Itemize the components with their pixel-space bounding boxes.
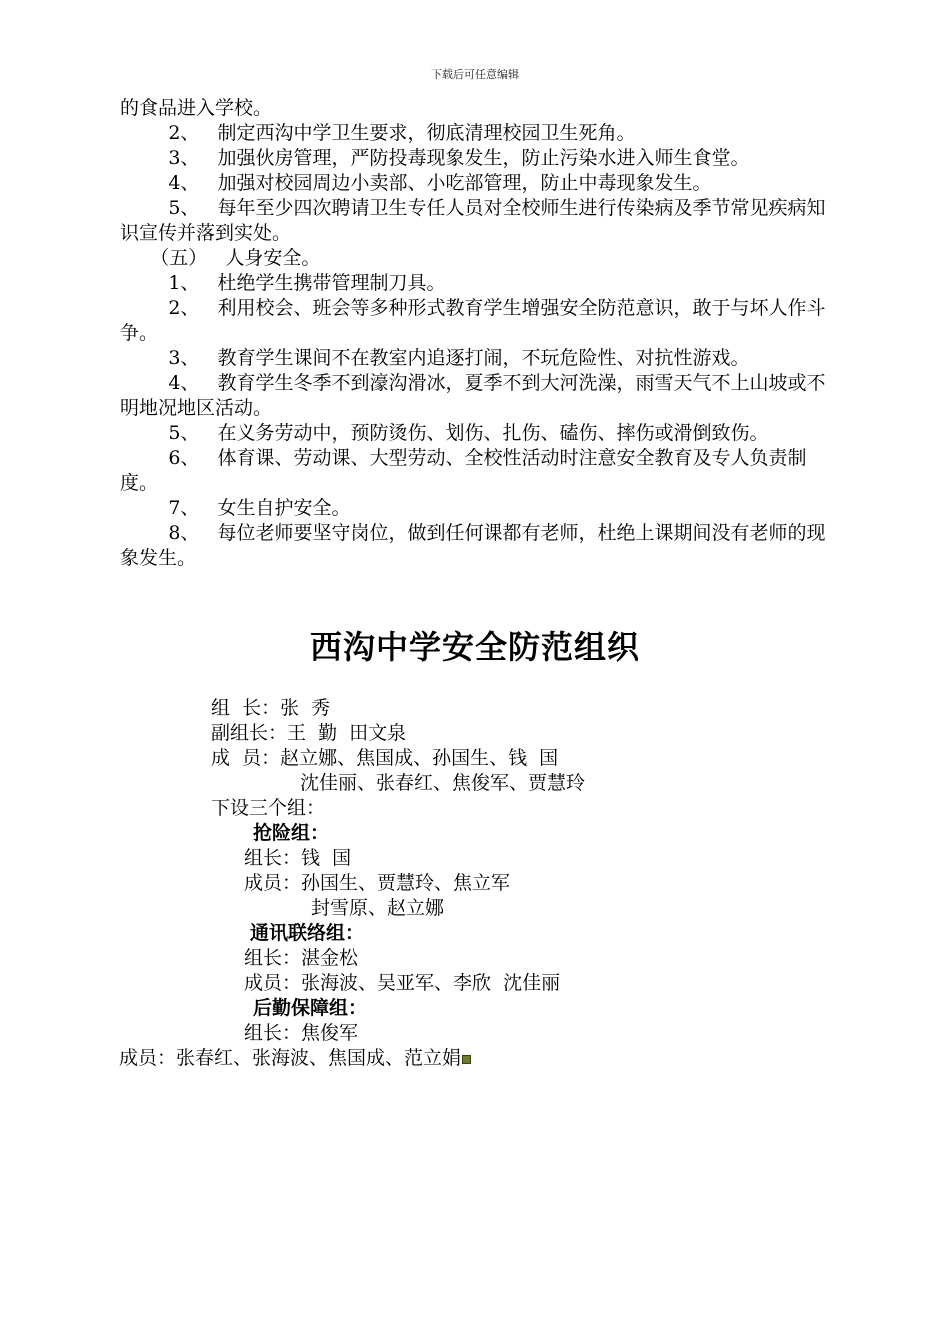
paragraph: 2、 利用校会、班会等多种形式教育学生增强安全防范意识，敢于与坏人作斗争。 (120, 297, 826, 344)
paragraph: 3、 教育学生课间不在教室内追逐打闹，不玩危险性、对抗性游戏。 (120, 347, 750, 369)
paragraph: 5、 每年至少四次聘请卫生专任人员对全校师生进行传染病及季节常见疾病知识宣传并落到实处。 (120, 197, 826, 244)
logistics-group-heading: 后勤保障组： (253, 997, 368, 1019)
paragraph: 2、 制定西沟中学卫生要求，彻底清理校园卫生死角。 (120, 122, 636, 144)
rescue-group-members-continued: 封雪原、赵立娜 (311, 897, 445, 919)
paragraph-mark-icon (462, 1055, 471, 1064)
members-continued-line: 沈佳丽、张春红、焦俊军、贾慧玲 (300, 772, 586, 794)
logistics-group-members: 成员：张春红、张海波、焦国成、范立娟 (119, 1047, 462, 1069)
paragraph: 5、 在义务劳动中，预防烫伤、划伤、扎伤、磕伤、摔伤或滑倒致伤。 (120, 422, 769, 444)
paragraph: 4、 加强对校园周边小卖部、小吃部管理，防止中毒现象发生。 (120, 172, 712, 194)
page-header: 下载后可任意编辑 (431, 68, 519, 81)
page-title: 西沟中学安全防范组织 (309, 628, 640, 666)
paragraph: 6、 体育课、劳动课、大型劳动、全校性活动时注意安全教育及专人负责制度。 (120, 447, 807, 494)
paragraph: 7、 女生自护安全。 (120, 497, 351, 519)
rescue-group-heading: 抢险组： (253, 822, 330, 844)
document-body (120, 96, 832, 571)
logistics-group-members-line (119, 1046, 471, 1071)
logistics-group-leader: 组长：焦俊军 (244, 1022, 359, 1044)
section-heading: （五） 人身安全。 (120, 247, 321, 269)
paragraph: 4、 教育学生冬季不到濠沟滑冰，夏季不到大河洗澡，雨雪天气不上山坡或不明地况地区活动。 (120, 372, 826, 419)
members-line: 成 员：赵立娜、焦国成、孙国生、钱 国 (211, 747, 559, 769)
rescue-group-leader: 组长：钱 国 (244, 847, 352, 869)
rescue-group-members: 成员：孙国生、贾慧玲、焦立军 (244, 872, 511, 894)
paragraph: 3、 加强伙房管理，严防投毒现象发生，防止污染水进入师生食堂。 (120, 147, 750, 169)
leader-line: 组 长：张 秀 (211, 697, 331, 719)
vice-leader-line: 副组长：王 勤 田文泉 (211, 722, 407, 744)
comm-group-members: 成员：张海波、吴亚军、李欣 沈佳丽 (244, 972, 561, 994)
paragraph: 的食品进入学校。 (120, 97, 273, 119)
comm-group-heading: 通讯联络组： (250, 922, 365, 944)
paragraph: 1、 杜绝学生携带管理制刀具。 (120, 272, 446, 294)
paragraph: 8、 每位老师要坚守岗位，做到任何课都有老师，杜绝上课期间没有老师的现象发生。 (120, 522, 826, 569)
subgroups-intro: 下设三个组： (211, 797, 326, 819)
comm-group-leader: 组长：湛金松 (244, 947, 359, 969)
